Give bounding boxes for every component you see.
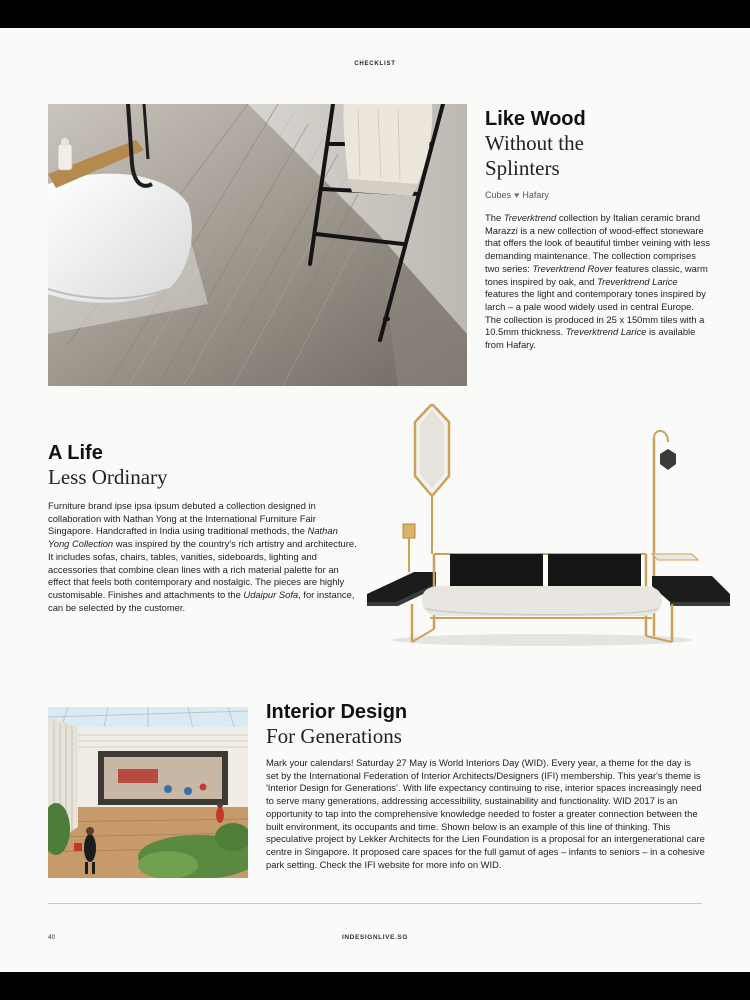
article-body — [266, 757, 706, 871]
footer-rule — [48, 903, 702, 904]
article-title-bold: A Life — [48, 442, 103, 464]
body-text: , for instance, can be selected by the customer. — [48, 588, 355, 613]
page-number: 40 — [48, 934, 56, 941]
article-body — [48, 500, 358, 614]
heart-icon: ♥ — [514, 190, 520, 200]
section-label: CHECKLIST — [354, 61, 396, 67]
italic-title: Treverktrend Rover — [532, 262, 613, 274]
italic-title: Treverktrend Larice — [597, 275, 678, 287]
article-world-interiors-day — [266, 700, 706, 871]
body-text: Furniture brand ipse ipsa ipsum debuted a collection designed in collaboration with Nathan Yong at the International Furniture Fair Singapore. Handcrafted in India using traditional methods, the — [48, 500, 316, 537]
credit-right: Hafary — [522, 190, 549, 200]
bathroom-wood-tile-photo — [48, 104, 467, 386]
article-wood-tiles — [485, 107, 710, 352]
body-text: is available from Hafary. — [485, 326, 696, 351]
care-centre-illustration — [48, 707, 248, 878]
body-text: features the light and contemporary tones inspired by larch – a pale wood widely used in central Europe. The collection is produced in 25 x 150mm tiles with a 10.5mm thickness. — [485, 288, 706, 338]
credit-left: Cubes — [485, 190, 512, 200]
article-subtitle-line-1: Without the — [485, 131, 584, 155]
magazine-page — [0, 28, 750, 972]
article-furniture — [48, 441, 358, 614]
bathroom-illustration — [48, 104, 467, 386]
care-centre-rendering — [48, 707, 248, 878]
italic-title: Treverktrend Larice — [565, 326, 647, 338]
italic-title: Treverktrend — [503, 212, 557, 223]
body-text: The — [485, 212, 504, 223]
article-subtitle-line-2: Splinters — [485, 156, 560, 180]
article-subtitle: For Generations — [266, 724, 402, 748]
italic-title: Udaipur Sofa — [243, 588, 299, 600]
article-title-bold: Interior Design — [266, 701, 408, 723]
udaipur-sofa-photo — [352, 404, 732, 654]
credit-line — [485, 190, 710, 200]
article-body — [485, 212, 710, 352]
article-title-bold: Like Wood — [485, 108, 586, 130]
body-text: features classic, warm tones inspired by oak, and — [485, 262, 708, 287]
website-url: INDESIGNLIVE.SG — [341, 934, 409, 941]
body-text: collection by Italian ceramic brand Marazzi is a new collection of wood-effect stoneware that offers the look of beautiful timber veining with less demanding maintenance. The collection comprises two series: — [485, 212, 710, 274]
body-text: was inspired by the country's rich artistry and architecture. It includes sofas, chairs, tables, vanities, sideboards, lighting and accessories that combine clean lines with a rich material palette for an effect that feels both contemporary and nostalgic. The pieces are highly customisable. Finishes and attachments to the — [48, 538, 357, 600]
body-text: Mark your calendars! Saturday 27 May is World Interiors Day (WID). Every year, a theme for the day is set by the International Federation of Interior Architects/Designers (IFI) membership. This year's theme is 'Interior Design for Generations'. With life expectancy continuing to rise, interior spaces increasingly need to serve many generations, addressing accessibility, sustainability and functionality. WID 2017 is an opportunity to tap into the comprehensive knowledge needed to foster a greater connection between the built environment, its occupants and time. Shown below is an example of this line of thinking. This speculative project by Lekker Architects for the Lien Foundation is a proposal for an intergenerational care centre in Singapore. It proposed care spaces for the full gamut of ages – infants to seniors – in a cohesive park setting. Check the IFI website for more info on WID. — [266, 757, 705, 870]
sofa-illustration — [352, 404, 732, 654]
italic-title: Nathan Yong Collection — [48, 525, 338, 550]
article-subtitle: Less Ordinary — [48, 465, 168, 489]
